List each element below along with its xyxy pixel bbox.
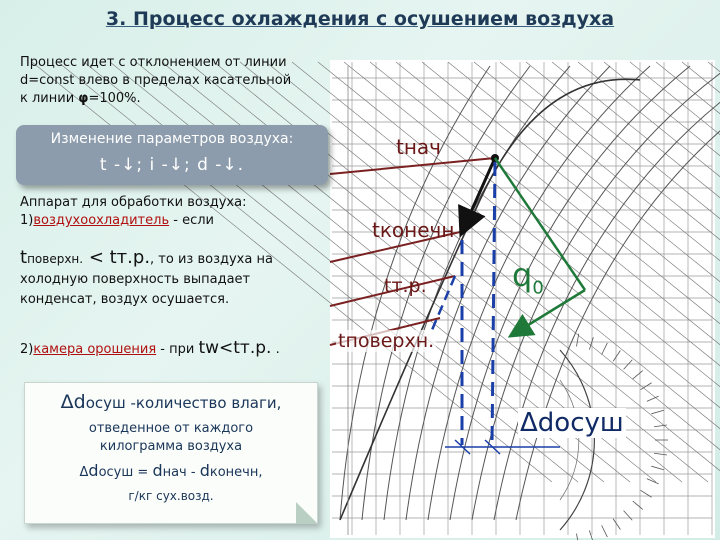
label-delta-d: Δdосуш bbox=[520, 408, 624, 438]
item-2-mid: - при bbox=[156, 342, 199, 357]
label-t-surface: tповерхн. bbox=[338, 330, 435, 352]
tw-symbol: tw bbox=[198, 338, 220, 358]
condition-1-line-3: конденсат, воздух осушается. bbox=[20, 292, 230, 307]
intro-line-2: d=const влево в пределах касательной bbox=[20, 73, 292, 88]
slide-title: 3. Процесс охлаждения с осушением воздуха bbox=[105, 8, 615, 30]
intro-line-3-prefix: к линии bbox=[20, 91, 79, 106]
note-line-2: отведенное от каждого bbox=[88, 421, 254, 436]
item-2-number: 2) bbox=[20, 342, 34, 357]
t-dewpoint: tт.р. bbox=[109, 247, 151, 268]
formula-kon: конечн, bbox=[209, 465, 263, 480]
spray-chamber-link[interactable]: камера орошения bbox=[33, 342, 157, 357]
formula-d2: d bbox=[152, 461, 163, 480]
q-symbol: q bbox=[512, 256, 533, 294]
label-t-dewpoint: tт.р. bbox=[384, 275, 427, 297]
q-subscript: 0 bbox=[532, 277, 544, 299]
note-units: г/кг сух.возд. bbox=[128, 489, 214, 503]
formula-d: d bbox=[88, 461, 99, 480]
params-box bbox=[16, 125, 328, 185]
delta-symbol: Δ bbox=[60, 391, 74, 413]
note-line-3: килограмма воздуха bbox=[99, 439, 243, 454]
intro-line-1: Процесс идет с отклонением от линии bbox=[20, 55, 287, 70]
item-2-end: . bbox=[271, 342, 280, 357]
params-heading: Изменение параметров воздуха: bbox=[50, 131, 294, 147]
air-cooler-link[interactable]: воздухоохладитель bbox=[33, 213, 170, 228]
less-than-2: < bbox=[219, 338, 234, 358]
label-t-initial: tнач bbox=[396, 135, 441, 159]
formula-mid: осуш = bbox=[98, 465, 153, 480]
less-than: < bbox=[83, 247, 110, 268]
params-row: t -↓; i -↓; d -↓. bbox=[99, 155, 245, 175]
intro-text bbox=[20, 54, 330, 108]
note-formula bbox=[25, 461, 317, 480]
definition-note bbox=[24, 382, 318, 524]
phi-symbol: φ bbox=[78, 91, 89, 106]
item-1-number: 1) bbox=[20, 213, 34, 228]
condition-1-line-2: холодную поверхность выпадает bbox=[20, 272, 251, 287]
intro-line-3-suffix: =100%. bbox=[88, 91, 141, 106]
label-t-final: tконечн bbox=[372, 218, 455, 242]
apparatus-item-1 bbox=[20, 212, 330, 230]
label-q0 bbox=[512, 256, 544, 298]
note-line-1 bbox=[25, 391, 317, 413]
condition-1 bbox=[20, 248, 340, 310]
page-fold bbox=[296, 502, 318, 524]
intro-line-3 bbox=[20, 90, 330, 108]
item-1-tail: - если bbox=[169, 213, 214, 228]
t-symbol: t bbox=[20, 247, 28, 268]
note-line-1-rest: осуш -количество влаги, bbox=[85, 394, 282, 412]
t-dewpoint-2: tт.р. bbox=[233, 338, 272, 358]
d-symbol: d bbox=[73, 391, 86, 413]
condition-1-tail: , то из воздуха на bbox=[150, 252, 273, 267]
formula-nach: нач - bbox=[162, 465, 200, 480]
apparatus-item-2 bbox=[20, 338, 350, 358]
formula-d3: d bbox=[199, 461, 210, 480]
t-surface-sub: поверхн. bbox=[27, 252, 84, 266]
condition-1-line-1 bbox=[20, 248, 340, 270]
formula-delta: Δ bbox=[79, 465, 89, 480]
apparatus-heading: Аппарат для обработки воздуха: bbox=[20, 195, 247, 210]
apparatus-text bbox=[20, 194, 330, 230]
